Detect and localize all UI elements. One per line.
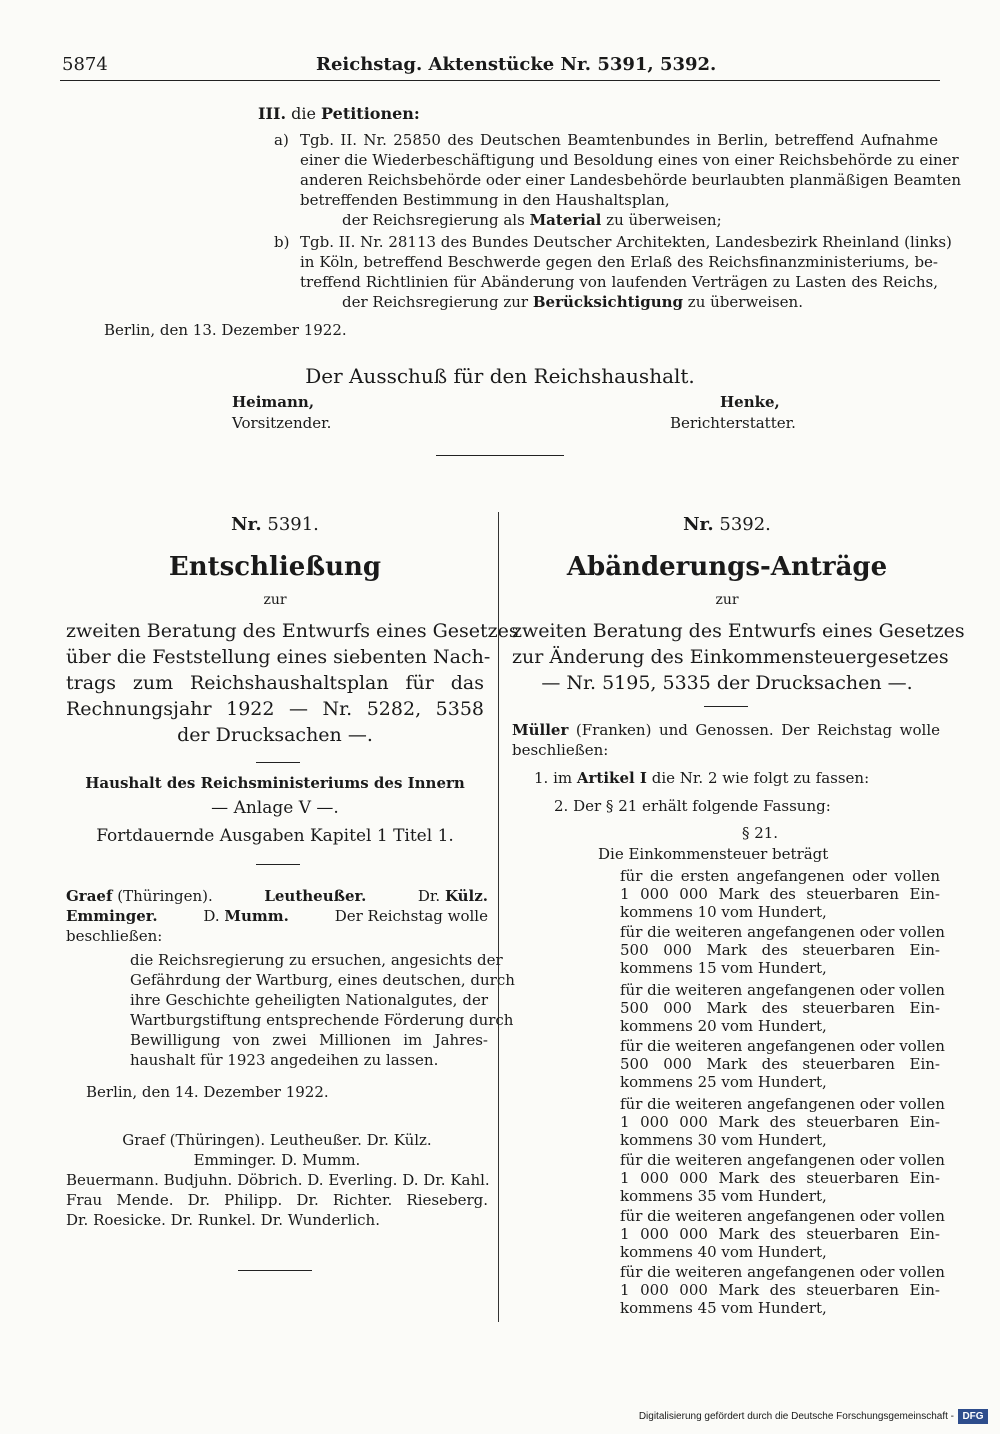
- left-subtitle-line: trags zum Reichshaushaltsplan für das: [66, 672, 484, 694]
- chair-role: Vorsitzender.: [232, 414, 332, 432]
- bracket-line: 1 000 000 Mark des steuerbaren Ein-: [620, 885, 940, 903]
- bracket-line: 1 000 000 Mark des steuerbaren Ein-: [620, 1225, 940, 1243]
- resolution-line: Gefährdung der Wartburg, eines deutschen, durch: [130, 971, 515, 989]
- signature-line: Frau Mende. Dr. Philipp. Dr. Richter. Rieseberg.: [66, 1191, 488, 1209]
- bracket-line: für die weiteren angefangenen oder vollen: [620, 981, 945, 999]
- right-subtitle-line: zur Änderung des Einkommensteuergesetzes: [512, 646, 949, 668]
- bracket-line: 500 000 Mark des steuerbaren Ein-: [620, 1055, 940, 1073]
- left-subtitle-line: der Drucksachen —.: [177, 724, 373, 746]
- committee-title: Der Ausschuß für den Reichshaushalt.: [305, 364, 695, 388]
- bracket-line: für die ersten angefangenen oder vollen: [620, 867, 940, 885]
- bracket-line: kommens 20 vom Hundert,: [620, 1017, 827, 1035]
- left-rule: [256, 864, 300, 865]
- petition-a-line: anderen Reichsbehörde oder einer Landesbehörde beurlaubten planmäßigen Beamten: [300, 171, 961, 189]
- petition-b-line: treffend Richtlinien für Abänderung von laufenden Verträgen zu Lasten des Reichs,: [300, 273, 938, 291]
- section-anlage: — Anlage V —.: [211, 798, 339, 818]
- left-end-rule: [238, 1270, 312, 1271]
- tax-intro: Die Einkommensteuer beträgt: [598, 845, 829, 863]
- signature-line: Emminger. D. Mumm.: [193, 1151, 361, 1169]
- header-rule: [60, 80, 940, 81]
- left-zur: zur: [263, 592, 287, 608]
- article-item: 1. im Artikel I die Nr. 2 wie folgt zu fassen:: [534, 769, 870, 787]
- bracket-line: kommens 25 vom Hundert,: [620, 1073, 827, 1091]
- rapporteur-name: Henke,: [720, 393, 780, 411]
- right-nr: Nr. 5392.: [683, 514, 771, 535]
- bracket-line: für die weiteren angefangenen oder vollen: [620, 1263, 945, 1281]
- section-title: Haushalt des Reichsministeriums des Innern: [85, 774, 465, 792]
- right-title: Abänderungs-Anträge: [566, 552, 888, 582]
- petition-a-line: einer die Wiederbeschäftigung und Besoldung eines von einer Reichsbehörde zu einer: [300, 151, 959, 169]
- bracket-line: 500 000 Mark des steuerbaren Ein-: [620, 999, 940, 1017]
- petition-b-line: in Köln, betreffend Beschwerde gegen den Erlaß des Reichsfinanzministeriums, be-: [300, 253, 938, 271]
- petition-a-decision: der Reichsregierung als Material zu überweisen;: [342, 211, 722, 229]
- left-nr: Nr. 5391.: [231, 514, 319, 535]
- right-rule: [704, 706, 748, 707]
- bracket-line: für die weiteren angefangenen oder vollen: [620, 923, 945, 941]
- right-mover-line: Müller (Franken) und Genossen. Der Reichstag wolle: [512, 721, 940, 739]
- left-subtitle-line: Rechnungsjahr 1922 — Nr. 5282, 5358: [66, 698, 484, 720]
- petition-b-decision: der Reichsregierung zur Berücksichtigung zu überweisen.: [342, 293, 803, 311]
- page-number: 5874: [62, 54, 108, 75]
- bracket-line: 500 000 Mark des steuerbaren Ein-: [620, 941, 940, 959]
- petition-a-line: betreffenden Bestimmung in den Haushaltsplan,: [300, 191, 670, 209]
- section-divider: [436, 455, 564, 456]
- resolution-line: Wartburgstiftung entsprechende Förderung durch: [130, 1011, 514, 1029]
- running-title: Reichstag. Aktenstücke Nr. 5391, 5392.: [316, 54, 717, 75]
- bracket-line: 1 000 000 Mark des steuerbaren Ein-: [620, 1113, 940, 1131]
- mover-line: Emminger. D. Mumm. Der Reichstag wolle: [66, 907, 488, 925]
- resolution-line: Bewilligung von zwei Millionen im Jahres-: [130, 1031, 488, 1049]
- signature-line: Graef (Thüringen). Leutheußer. Dr. Külz.: [122, 1131, 432, 1149]
- petitions-heading: III. die Petitionen:: [258, 104, 420, 123]
- chair-name: Heimann,: [232, 393, 315, 411]
- petition-b-label: b): [274, 233, 290, 251]
- signature-line: Beuermann. Budjuhn. Döbrich. D. Everling. D. Dr. Kahl.: [66, 1171, 490, 1189]
- left-subtitle-line: zweiten Beratung des Entwurfs eines Gesetzes: [66, 620, 519, 642]
- section-kapitel: Fortdauernde Ausgaben Kapitel 1 Titel 1.: [96, 826, 454, 846]
- petition-a-label: a): [274, 131, 289, 149]
- bracket-line: für die weiteren angefangenen oder vollen: [620, 1037, 945, 1055]
- bracket-line: kommens 45 vom Hundert,: [620, 1299, 827, 1317]
- petition-b-line: Tgb. II. Nr. 28113 des Bundes Deutscher Architekten, Landesbezirk Rheinland (links): [300, 233, 952, 251]
- right-subtitle-line: zweiten Beratung des Entwurfs eines Gesetzes: [512, 620, 965, 642]
- bracket-line: kommens 35 vom Hundert,: [620, 1187, 827, 1205]
- bracket-line: für die weiteren angefangenen oder vollen: [620, 1095, 945, 1113]
- left-subtitle-line: über die Feststellung eines siebenten Nach-: [66, 646, 491, 668]
- resolution-line: die Reichsregierung zu ersuchen, angesichts der: [130, 951, 503, 969]
- resolution-line: haushalt für 1923 angedeihen zu lassen.: [130, 1051, 439, 1069]
- left-title: Entschließung: [168, 552, 382, 582]
- dfg-logo: DFG: [958, 1409, 988, 1424]
- bracket-line: für die weiteren angefangenen oder vollen: [620, 1151, 945, 1169]
- petition-a-line: Tgb. II. Nr. 25850 des Deutschen Beamtenbundes in Berlin, betreffend Aufnahme: [300, 131, 938, 149]
- digitization-note: Digitalisierung gefördert durch die Deutsche Forschungsgemeinschaft -: [638, 1411, 954, 1422]
- rapporteur-role: Berichterstatter.: [670, 414, 796, 432]
- right-subtitle-line: — Nr. 5195, 5335 der Drucksachen —.: [541, 672, 913, 694]
- bracket-line: 1 000 000 Mark des steuerbaren Ein-: [620, 1169, 940, 1187]
- bracket-line: kommens 30 vom Hundert,: [620, 1131, 827, 1149]
- article-item: 2. Der § 21 erhält folgende Fassung:: [554, 797, 831, 815]
- bracket-line: 1 000 000 Mark des steuerbaren Ein-: [620, 1281, 940, 1299]
- right-mover-line: beschließen:: [512, 741, 609, 759]
- bracket-line: kommens 15 vom Hundert,: [620, 959, 827, 977]
- bracket-line: kommens 10 vom Hundert,: [620, 903, 827, 921]
- bracket-line: für die weiteren angefangenen oder vollen: [620, 1207, 945, 1225]
- signature-line: Dr. Roesicke. Dr. Runkel. Dr. Wunderlich.: [66, 1211, 380, 1229]
- paragraph-number: § 21.: [741, 824, 779, 842]
- left-rule: [256, 762, 300, 763]
- resolution-line: ihre Geschichte geheiligten Nationalgutes, der: [130, 991, 488, 1009]
- right-zur: zur: [715, 592, 739, 608]
- mover-line: beschließen:: [66, 927, 163, 945]
- bracket-line: kommens 40 vom Hundert,: [620, 1243, 827, 1261]
- date-top: Berlin, den 13. Dezember 1922.: [104, 321, 347, 339]
- mover-line: Graef (Thüringen). Leutheußer. Dr. Külz.: [66, 887, 488, 905]
- left-date: Berlin, den 14. Dezember 1922.: [86, 1083, 329, 1101]
